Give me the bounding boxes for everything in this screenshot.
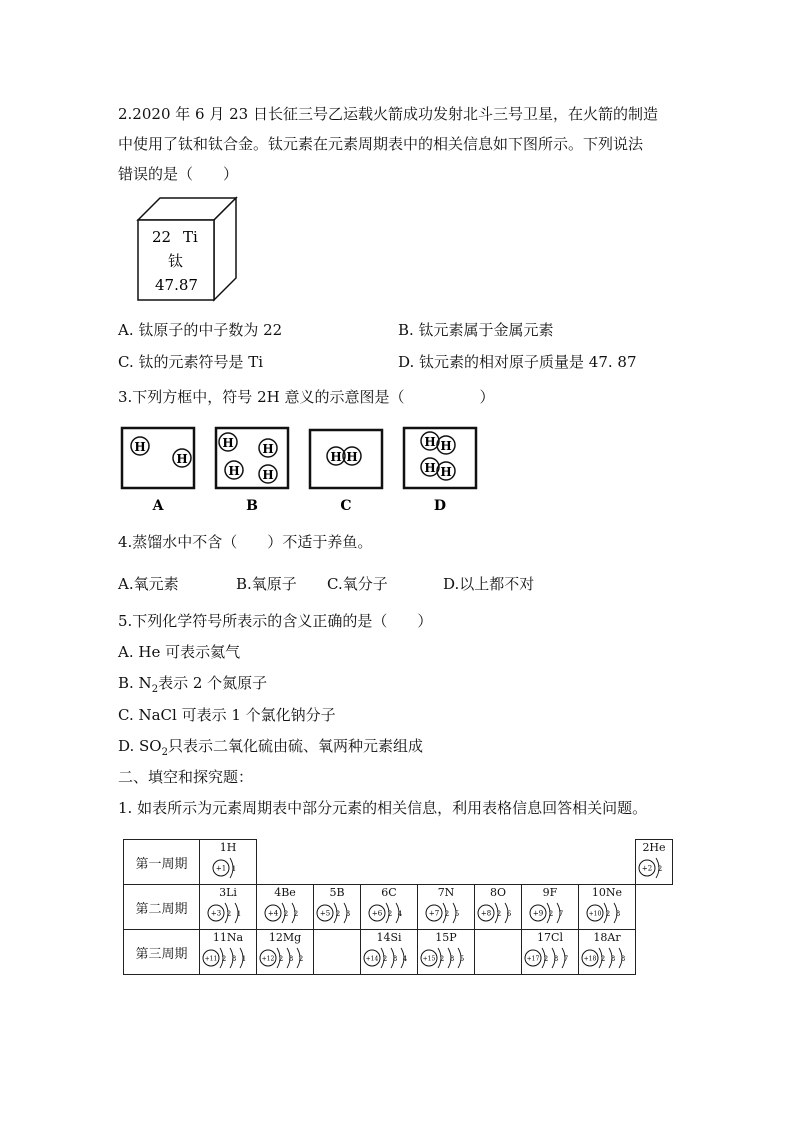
electron-count: 8 [288,955,294,963]
electron-count: 1 [241,955,247,963]
element-cell-be: 4Be +4 2 2 [257,885,314,930]
atom-structure-diagram [314,900,360,926]
element-cell-c: 6C +6 2 4 [361,885,418,930]
atom-structure-diagram [361,945,417,971]
period-label: 第三周期 [124,930,200,975]
element-cell-p: 15P +15 2 8 5 [418,930,475,975]
atom-h-icon [173,449,191,467]
electron-count: 1 [231,865,237,873]
atom-h-icon [421,432,439,450]
q4-option-d: D.以上都不对 [443,575,535,593]
diagram-label-d: D [433,498,447,514]
atom-h-icon [437,462,455,480]
element-cell-si: 14Si +14 2 8 4 [361,930,418,975]
nucleus-charge: +2 [641,864,653,873]
q2-option-a: A. 钛原子的中子数为 22 [118,321,283,339]
diagram-label-a: A [152,498,164,514]
q5-option-d: D. $SO_2$只表示二氧化硫由硫、氧两种元素组成 [118,737,423,758]
svg-text:H: H [262,442,274,456]
section2-q1: 1. 如表所示为元素周期表中部分元素的相关信息，利用表格信息回答相关问题。 [118,799,648,817]
ti-mass: 47.87 [155,276,198,294]
element-cell-he: 2He +2 2 [636,840,673,885]
nucleus-charge: +6 [371,909,383,918]
nucleus-charge: +7 [428,909,440,918]
svg-text:H: H [330,450,342,464]
electron-count: 8 [615,910,621,918]
element-cell-cl: 17Cl +17 2 8 7 [522,930,579,975]
electron-count: 2 [283,910,289,918]
electron-count: 2 [600,955,606,963]
electron-count: 2 [226,910,232,918]
svg-text:H: H [424,435,436,449]
atom-h-icon [437,436,455,454]
atom-structure-diagram [579,945,635,971]
nucleus-charge: +12 [261,955,275,963]
svg-text:H: H [262,468,274,482]
electron-count: 2 [335,910,341,918]
q4-option-c: C.氧分子 [327,575,388,593]
period-label: 第一周期 [124,840,200,885]
electron-count: 8 [392,955,398,963]
electron-count: 6 [506,910,512,918]
atom-structure-diagram [366,900,412,926]
atom-h-icon [259,465,277,483]
q5-option-a: A. He 可表示氦气 [118,643,241,661]
q2-line1: 2.2020 年 6 月 23 日长征三号乙运载火箭成功发射北斗三号卫星，在火箭的制造 [118,105,658,123]
atom-structure-diagram [475,900,521,926]
nucleus-charge: +9 [532,909,544,918]
atom-structure-diagram [262,900,308,926]
element-cell-na: 11Na +11 2 8 1 [200,930,257,975]
element-cell-ar: 18Ar +18 2 8 8 [579,930,636,975]
electron-count: 2 [387,910,393,918]
ti-atomic-number: 22 [152,228,172,246]
q2-option-d: D. 钛元素的相对原子质量是 47. 87 [398,353,637,371]
svg-text:H: H [134,440,146,454]
element-cell-o: 8O +8 2 6 [475,885,522,930]
electron-count: 4 [402,955,408,963]
atom-structure-diagram [423,900,469,926]
q5-stem: 5.下列化学符号所表示的含义正确的是（ ） [118,612,433,630]
electron-count: 8 [231,955,237,963]
q5-option-c: C. NaCl 可表示 1 个氯化钠分子 [118,706,336,724]
atom-h-icon [421,458,439,476]
electron-count: 4 [397,910,403,918]
electron-count: 2 [543,955,549,963]
ti-name: 钛 [168,252,184,270]
electron-count: 5 [459,955,465,963]
electron-count: 2 [293,910,299,918]
nucleus-charge: +8 [480,909,492,918]
svg-text:H: H [424,461,436,475]
atom-h-icon [131,437,149,455]
electron-count: 2 [382,955,388,963]
atom-h-icon [219,433,237,451]
nucleus-charge: +18 [583,955,597,963]
nucleus-charge: +15 [422,955,436,963]
electron-count: 8 [610,955,616,963]
svg-text:H: H [222,436,234,450]
q4-option-a: A.氧元素 [118,575,179,593]
nucleus-charge: +1 [215,864,227,873]
atom-structure-diagram [527,900,573,926]
element-cell-n: 7N +7 2 5 [418,885,475,930]
electron-count: 2 [221,955,227,963]
electron-count: 1 [236,910,242,918]
svg-text:H: H [440,465,452,479]
electron-count: 2 [298,955,304,963]
element-cell-li: 3Li +3 2 1 [200,885,257,930]
svg-text:H: H [346,450,358,464]
svg-text:H: H [228,464,240,478]
electron-count: 7 [563,955,569,963]
element-cell-empty [475,930,522,975]
electron-count: 2 [657,865,663,873]
nucleus-charge: +5 [319,909,331,918]
ti-symbol: Ti [183,228,198,246]
table-row [124,930,673,975]
svg-text:H: H [440,439,452,453]
nucleus-charge: +17 [526,955,540,963]
electron-count: 7 [558,910,564,918]
nucleus-charge: +10 [588,910,602,918]
element-cell-h: 1H +1 1 [200,840,257,885]
electron-count: 3 [345,910,351,918]
element-cell-ne: 10Ne +10 2 8 [579,885,636,930]
q4-option-b: B.氧原子 [236,575,297,593]
atom-h-icon [225,461,243,479]
section2-heading: 二、填空和探究题： [118,768,254,786]
periodic-table [123,839,673,975]
nucleus-charge: +11 [204,955,218,963]
diagram-label-b: B [246,498,258,514]
electron-count: 2 [605,910,611,918]
q2-option-b: B. 钛元素属于金属元素 [398,321,554,339]
nucleus-charge: +14 [365,955,379,963]
electron-count: 2 [278,955,284,963]
titanium-element-cube [136,196,240,304]
electron-count: 8 [553,955,559,963]
electron-count: 2 [444,910,450,918]
electron-count: 8 [620,955,626,963]
q4-stem: 4.蒸馏水中不含（ ）不适于养鱼。 [118,533,373,551]
nucleus-charge: +3 [210,909,222,918]
electron-count: 8 [449,955,455,963]
q2-line2: 中使用了钛和钛合金。钛元素在元素周期表中的相关信息如下图所示。下列说法 [118,135,644,153]
atom-h-icon [343,447,361,465]
element-cell-b: 5B +5 2 3 [314,885,361,930]
electron-count: 5 [454,910,460,918]
q2-option-c: C. 钛的元素符号是 Ti [118,353,264,371]
atom-structure-diagram [257,945,313,971]
q2-line3: 错误的是（ ） [118,165,239,183]
period-label: 第二周期 [124,885,200,930]
diagram-label-c: C [340,498,352,514]
q3-diagrams [118,424,488,516]
element-cell-f: 9F +9 2 7 [522,885,579,930]
atom-structure-diagram [205,900,251,926]
table-row [124,885,673,930]
atom-structure-diagram [210,855,246,881]
atom-h-icon [259,439,277,457]
electron-count: 2 [496,910,502,918]
q3-stem: 3.下列方框中，符号 2H 意义的示意图是（ ） [118,388,495,406]
atom-structure-diagram [636,855,672,881]
nucleus-charge: +4 [267,909,279,918]
atom-structure-diagram [522,945,578,971]
q5-option-b: B. $N_2$表示 2 个氮原子 [118,674,268,695]
atom-structure-diagram [200,945,256,971]
element-cell-mg: 12Mg +12 2 8 2 [257,930,314,975]
element-cell-empty [314,930,361,975]
electron-count: 2 [548,910,554,918]
atom-structure-diagram [418,945,474,971]
electron-count: 2 [439,955,445,963]
atom-structure-diagram [584,900,630,926]
table-row [124,840,673,885]
svg-text:H: H [176,452,188,466]
